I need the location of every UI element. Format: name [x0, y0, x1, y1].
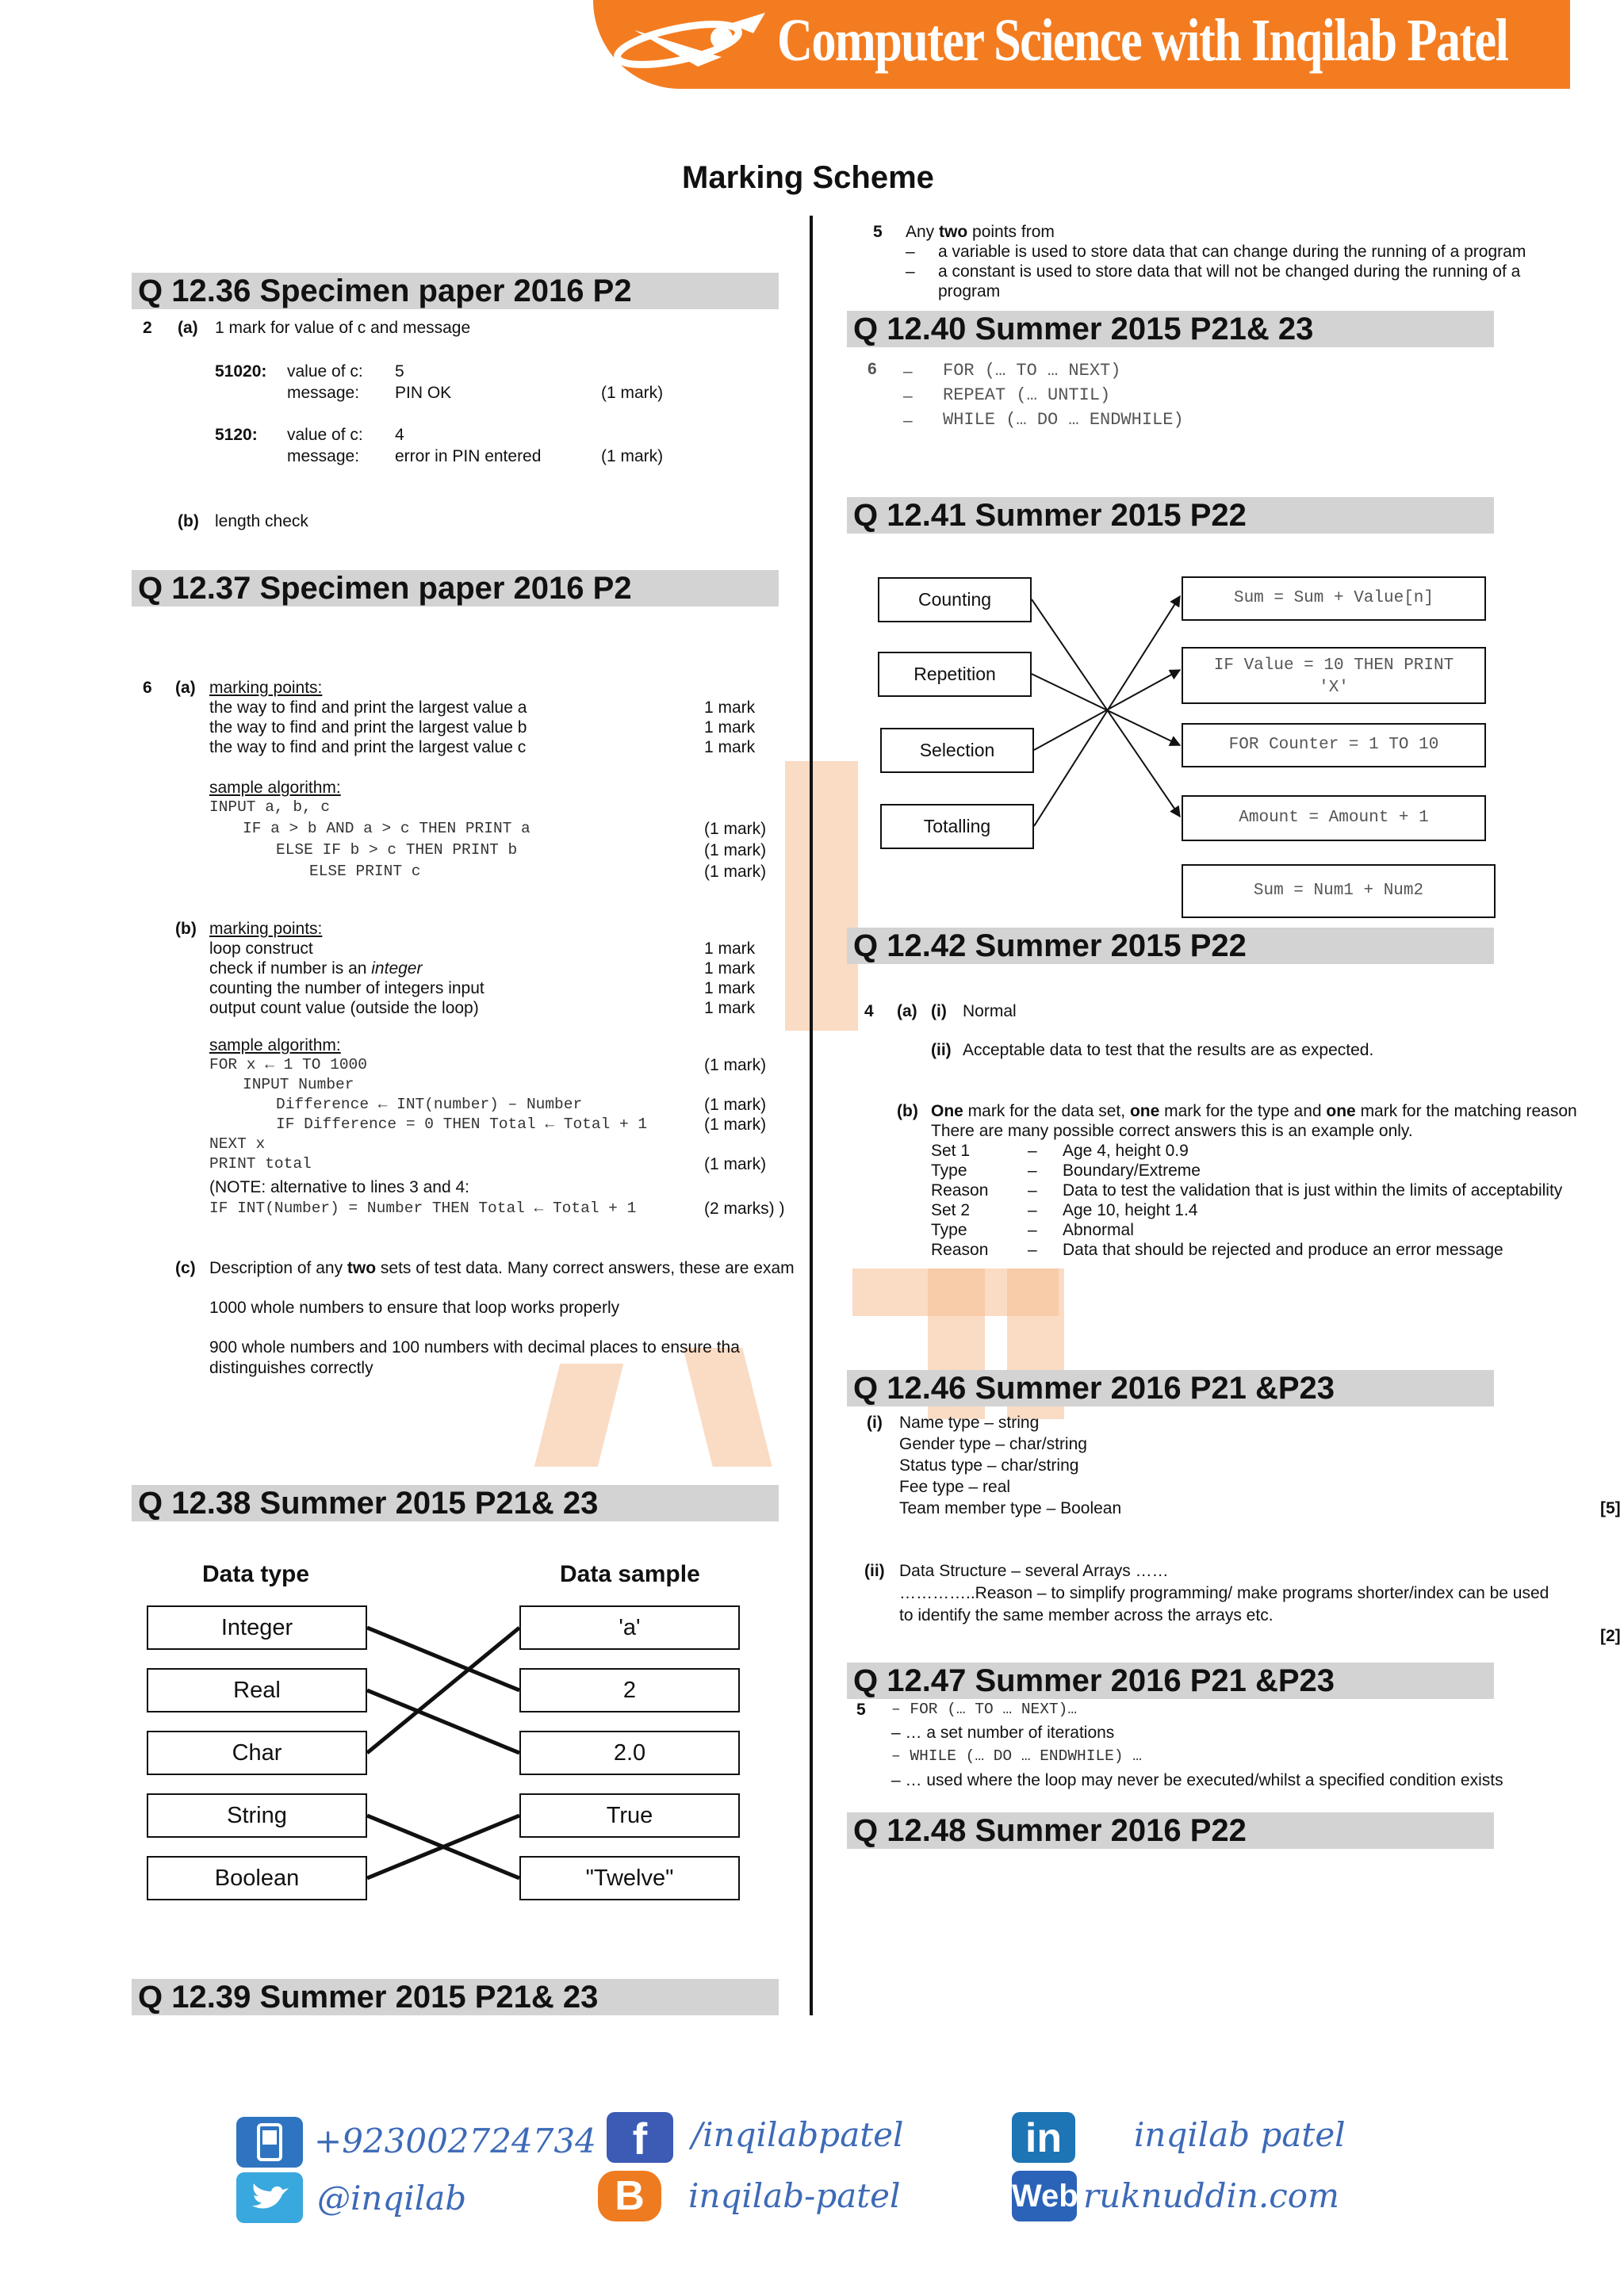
- marking-point-row: [209, 998, 764, 1018]
- q5-line: program: [938, 282, 1001, 300]
- answer-line: Data Structure – several Arrays ……: [899, 1562, 1169, 1580]
- connector-arrow: [1034, 596, 1180, 826]
- test-data-row: [931, 1220, 1581, 1240]
- q36-number: 2: [143, 319, 152, 337]
- code-row: [209, 819, 780, 840]
- q36-r2-label: 5120:: [215, 426, 258, 444]
- marking-point-row: [209, 939, 764, 959]
- q46-i-lines: [899, 1413, 1121, 1520]
- twitter-icon[interactable]: [236, 2172, 303, 2223]
- q47-line: – … used where the loop may never be executed/whilst a specified condition exists: [891, 1771, 1503, 1789]
- q40-number: 6: [868, 360, 877, 378]
- dash: –: [1028, 1201, 1037, 1219]
- q40-line: REPEAT (… UNTIL): [943, 385, 1111, 405]
- blogger-icon[interactable]: B: [598, 2171, 661, 2221]
- code-row: [209, 840, 780, 862]
- page-title: Marking Scheme: [682, 160, 934, 195]
- q42-b-line1: [931, 1101, 1577, 1121]
- row-text: Data that should be rejected and produce an error message: [1063, 1241, 1503, 1259]
- marking-point: the way to find and print the largest value b: [209, 718, 527, 737]
- phone-number[interactable]: +923002724734: [314, 2122, 596, 2160]
- watermark-shape: [683, 1348, 772, 1467]
- datasample-box: 2.0: [519, 1731, 740, 1775]
- code-line: FOR x ← 1 TO 1000: [209, 1056, 367, 1073]
- q37-b-sample-title: sample algorithm:: [209, 1036, 341, 1054]
- marking-point-row: [209, 978, 764, 998]
- marking-point: output count value (outside the loop): [209, 999, 479, 1017]
- test-data-row: [931, 1141, 1581, 1161]
- linkedin-handle[interactable]: inqilab patel: [1134, 2115, 1346, 2154]
- q37-b-points: [209, 939, 764, 1018]
- statement-box: FOR Counter = 1 TO 10: [1182, 723, 1486, 767]
- datasample-box: 2: [519, 1668, 740, 1712]
- mark: (1 mark): [704, 1096, 767, 1114]
- q37-c-line2: 1000 whole numbers to ensure that loop works properly: [209, 1299, 620, 1317]
- answer-line: Gender type – char/string: [899, 1435, 1087, 1453]
- q42-part-b: (b): [897, 1102, 918, 1120]
- mark: 1 mark: [704, 959, 756, 978]
- q40-line: FOR (… TO … NEXT): [943, 361, 1121, 381]
- q37-c-line1: [209, 1258, 810, 1278]
- q38-col-left: Data type: [202, 1561, 310, 1587]
- q37-c-text: Description of any: [209, 1259, 347, 1277]
- facebook-icon[interactable]: f: [607, 2112, 673, 2163]
- dash: –: [906, 262, 915, 281]
- row-text: Boundary/Extreme: [1063, 1161, 1201, 1180]
- datasample-box: 'a': [519, 1605, 740, 1650]
- q48-heading: Q 12.48 Summer 2016 P22: [847, 1812, 1494, 1849]
- q36-r1-c-label: value of c:: [287, 362, 363, 381]
- answer-line: Status type – char/string: [899, 1456, 1079, 1475]
- code-row: [209, 1075, 780, 1095]
- marking-point-row: [209, 698, 764, 718]
- q36-b-text: length check: [215, 512, 308, 530]
- code-line: INPUT Number: [243, 1076, 354, 1093]
- column-divider: [810, 216, 813, 2015]
- dash: –: [903, 362, 913, 381]
- code-row: [209, 1135, 780, 1154]
- q37-b-note: (NOTE: alternative to lines 3 and 4:: [209, 1178, 469, 1196]
- logo-icon: [603, 6, 785, 95]
- q42-b-text: mark for the data set,: [963, 1102, 1130, 1120]
- datatype-box: Char: [147, 1731, 367, 1775]
- datasample-box: True: [519, 1793, 740, 1838]
- row-text: Data to test the validation that is just within the limits of acceptability: [1063, 1181, 1563, 1200]
- q37-b-note-mark: (2 marks) ): [704, 1200, 785, 1218]
- datasample-box: "Twelve": [519, 1856, 740, 1900]
- q5-text: points from: [967, 223, 1055, 241]
- marking-point: loop construct: [209, 939, 313, 958]
- row-label: Set 1: [931, 1142, 971, 1160]
- row-label: Reason: [931, 1241, 989, 1259]
- q37-c-line3: [209, 1337, 810, 1357]
- row-label: Type: [931, 1221, 967, 1239]
- datatype-box: String: [147, 1793, 367, 1838]
- answer-line: Team member type – Boolean: [899, 1499, 1122, 1517]
- connector-line: [367, 1628, 519, 1753]
- connector-line: [367, 1690, 519, 1753]
- q37-number: 6: [143, 679, 152, 697]
- test-data-row: [931, 1181, 1581, 1200]
- marking-point: check if number is an: [209, 959, 372, 978]
- mark: (1 mark): [704, 820, 767, 838]
- dash: –: [1028, 1181, 1037, 1200]
- statement-line: IF Value = 10 THEN PRINT: [1213, 656, 1454, 675]
- watermark-shape: [534, 1364, 623, 1467]
- row-label: Type: [931, 1161, 967, 1180]
- q38-col-right: Data sample: [560, 1561, 700, 1587]
- dash: –: [903, 387, 913, 405]
- q5-intro: [906, 222, 1055, 242]
- q37-part-c: (c): [175, 1259, 196, 1277]
- row-text: Age 4, height 0.9: [1063, 1142, 1189, 1160]
- q42-number: 4: [864, 1002, 874, 1020]
- test-data-row: [931, 1161, 1581, 1181]
- q36-heading: Q 12.36 Specimen paper 2016 P2: [132, 273, 779, 309]
- q42-b-bold: one: [1129, 1102, 1160, 1120]
- q46-i-mark: [5]: [1600, 1499, 1621, 1517]
- code-line: IF Difference = 0 THEN Total ← Total + 1: [276, 1115, 648, 1133]
- row-text: Age 10, height 1.4: [1063, 1201, 1198, 1219]
- q47-number: 5: [856, 1701, 866, 1719]
- q41-connector-arrows: [1032, 587, 1190, 840]
- code-row: [209, 862, 780, 883]
- code-line: ELSE IF b > c THEN PRINT b: [276, 841, 518, 859]
- code-line: PRINT total: [209, 1155, 312, 1173]
- q42-ii: (ii): [931, 1041, 952, 1059]
- q36-r2-msg: error in PIN entered: [395, 447, 542, 465]
- q40-line: WHILE (… DO … ENDWHILE): [943, 410, 1184, 430]
- q46-ii: (ii): [864, 1562, 885, 1580]
- q37-b-marking-points-title: marking points:: [209, 920, 323, 938]
- mark: 1 mark: [704, 698, 756, 717]
- q36-part-a: (a): [178, 319, 198, 337]
- q37-a-code: [209, 798, 780, 883]
- q37-a-sample-title: sample algorithm:: [209, 779, 341, 797]
- test-data-row: [931, 1240, 1581, 1260]
- q37-a-marking-points-title: marking points:: [209, 679, 323, 697]
- mark: (1 mark): [704, 1056, 767, 1074]
- q37-b-code: [209, 1055, 780, 1174]
- code-row: [209, 1055, 780, 1075]
- twitter-handle[interactable]: @inqilab: [317, 2179, 467, 2218]
- code-row: [209, 798, 780, 819]
- q36-r1-c: 5: [395, 362, 404, 381]
- code-line: ELSE PRINT c: [309, 863, 421, 880]
- statement-box: [1182, 647, 1486, 704]
- mark: 1 mark: [704, 738, 756, 756]
- connector-line: [367, 1628, 519, 1690]
- q5-bold: two: [939, 223, 968, 241]
- dash: –: [1028, 1221, 1037, 1239]
- q37-b-note-code: IF INT(Number) = Number THEN Total ← Total + 1: [209, 1200, 637, 1217]
- q42-b-rows: [931, 1141, 1581, 1260]
- q47-line: – WHILE (… DO … ENDWHILE) …: [891, 1747, 1142, 1765]
- datatype-box: Boolean: [147, 1856, 367, 1900]
- answer-line: …………..Reason – to simplify programming/ make programs shorter/index can be used: [899, 1584, 1549, 1602]
- statement-box: Amount = Amount + 1: [1182, 795, 1486, 841]
- row-label: Set 2: [931, 1201, 971, 1219]
- mark: (1 mark): [704, 863, 767, 881]
- row-text: Abnormal: [1063, 1221, 1134, 1239]
- mark: (1 mark): [704, 1155, 767, 1173]
- q5-line: a variable is used to store data that can change during the running of a program: [938, 243, 1526, 261]
- code-line: IF a > b AND a > c THEN PRINT a: [243, 820, 530, 837]
- q37-heading: Q 12.37 Specimen paper 2016 P2: [132, 570, 779, 607]
- facebook-handle[interactable]: /inqilabpatel: [691, 2115, 904, 2154]
- q40-heading: Q 12.40 Summer 2015 P21& 23: [847, 311, 1494, 347]
- q36-r1-label: 51020:: [215, 362, 267, 381]
- dash: –: [1028, 1161, 1037, 1180]
- marking-point-row: [209, 737, 764, 757]
- linkedin-icon[interactable]: in: [1012, 2112, 1075, 2163]
- q46-i: (i): [867, 1414, 883, 1432]
- q36-r1-msg-label: message:: [287, 384, 360, 402]
- q37-c-line4: distinguishes correctly: [209, 1359, 373, 1377]
- q36-r1-msg: PIN OK: [395, 384, 452, 402]
- q46-heading: Q 12.46 Summer 2016 P21 &P23: [847, 1370, 1494, 1406]
- code-line: Difference ← INT(number) – Number: [276, 1096, 583, 1113]
- marking-point: counting the number of integers input: [209, 979, 485, 997]
- concept-box: Counting: [878, 577, 1032, 622]
- statement-box: Sum = Sum + Value[n]: [1182, 576, 1486, 621]
- mark: (1 mark): [704, 1115, 767, 1134]
- phone-icon: [236, 2117, 303, 2168]
- q46-ii-mark: [2]: [1600, 1627, 1621, 1645]
- answer-line: to identify the same member across the arrays etc.: [899, 1606, 1274, 1624]
- q42-b-line2: There are many possible correct answers this is an example only.: [931, 1122, 1413, 1140]
- dash: –: [1028, 1241, 1037, 1259]
- q37-part-b: (b): [175, 920, 197, 938]
- q42-b-bold: one: [1326, 1102, 1356, 1120]
- blogger-handle[interactable]: inqilab-patel: [688, 2176, 901, 2215]
- q42-heading: Q 12.42 Summer 2015 P22: [847, 928, 1494, 964]
- watermark-shape: [785, 761, 858, 1031]
- q42-b-text: mark for the type and: [1159, 1102, 1327, 1120]
- statement-line: 'X': [1319, 679, 1349, 697]
- code-row: [209, 1095, 780, 1115]
- code-row: [209, 1154, 780, 1174]
- q47-line: – FOR (… TO … NEXT)…: [891, 1701, 1078, 1718]
- q42-b-text: mark for the matching reason: [1355, 1102, 1577, 1120]
- q41-heading: Q 12.41 Summer 2015 P22: [847, 497, 1494, 534]
- dash: –: [903, 411, 913, 430]
- q5-line: a constant is used to store data that will not be changed during the running of a: [938, 262, 1521, 281]
- answer-line: Fee type – real: [899, 1478, 1011, 1496]
- marking-point: the way to find and print the largest value a: [209, 698, 527, 717]
- concept-box: Repetition: [878, 652, 1032, 697]
- datatype-box: Real: [147, 1668, 367, 1712]
- marking-point-row: [209, 718, 764, 737]
- q42-ii-text: Acceptable data to test that the results are as expected.: [963, 1041, 1374, 1059]
- datatype-box: Integer: [147, 1605, 367, 1650]
- q42-i: (i): [931, 1002, 947, 1020]
- mark: 1 mark: [704, 999, 756, 1017]
- banner-title: Computer Science with Inqilab Patel: [777, 7, 1508, 74]
- q46-ii-lines: [899, 1561, 1549, 1628]
- q36-part-b: (b): [178, 512, 199, 530]
- q36-intro: 1 mark for value of c and message: [215, 319, 471, 337]
- q5-number: 5: [873, 223, 883, 241]
- q38-heading: Q 12.38 Summer 2015 P21& 23: [132, 1485, 779, 1521]
- mark: 1 mark: [704, 979, 756, 997]
- q36-r2-c: 4: [395, 426, 404, 444]
- dash: –: [906, 243, 915, 261]
- row-label: Reason: [931, 1181, 989, 1200]
- q47-line: – … a set number of iterations: [891, 1724, 1115, 1742]
- website-link[interactable]: ruknuddin.com: [1083, 2176, 1339, 2215]
- connector-arrow: [1032, 674, 1180, 745]
- q39-heading: Q 12.39 Summer 2015 P21& 23: [132, 1979, 779, 2015]
- q36-r2-c-label: value of c:: [287, 426, 363, 444]
- concept-box: Selection: [880, 728, 1034, 773]
- q47-heading: Q 12.47 Summer 2016 P21 &P23: [847, 1663, 1494, 1699]
- q37-c-text: sets of test data. Many correct answers, these are exam: [376, 1259, 795, 1277]
- web-icon[interactable]: Web: [1012, 2171, 1077, 2221]
- q42-i-text: Normal: [963, 1002, 1017, 1020]
- dash: –: [1028, 1142, 1037, 1160]
- marking-point: the way to find and print the largest value c: [209, 738, 527, 756]
- q38-connector-lines: [367, 1605, 519, 1900]
- code-line: INPUT a, b, c: [209, 798, 331, 816]
- statement-box: Sum = Num1 + Num2: [1182, 864, 1496, 918]
- q37-c-text: 900 whole numbers and 100 numbers with decimal places to ensure tha: [209, 1338, 740, 1357]
- marking-point-emphasis: integer: [371, 959, 423, 978]
- mark: (1 mark): [704, 841, 767, 859]
- q36-r2-mark: (1 mark): [601, 447, 664, 465]
- code-row: [209, 1115, 780, 1135]
- concept-box: Totalling: [880, 804, 1034, 849]
- q37-a-points: [209, 698, 764, 757]
- q37-c-bold: two: [347, 1259, 377, 1277]
- q37-part-a: (a): [175, 679, 196, 697]
- mark: 1 mark: [704, 718, 756, 737]
- q5-text: Any: [906, 223, 940, 241]
- answer-line: Name type – string: [899, 1414, 1040, 1432]
- code-line: NEXT x: [209, 1135, 266, 1153]
- q36-r1-mark: (1 mark): [601, 384, 664, 402]
- q42-b-bold: One: [931, 1102, 963, 1120]
- mark: 1 mark: [704, 939, 756, 958]
- marking-point-row: [209, 959, 764, 978]
- q36-r2-msg-label: message:: [287, 447, 360, 465]
- q42-part-a: (a): [897, 1002, 917, 1020]
- test-data-row: [931, 1200, 1581, 1220]
